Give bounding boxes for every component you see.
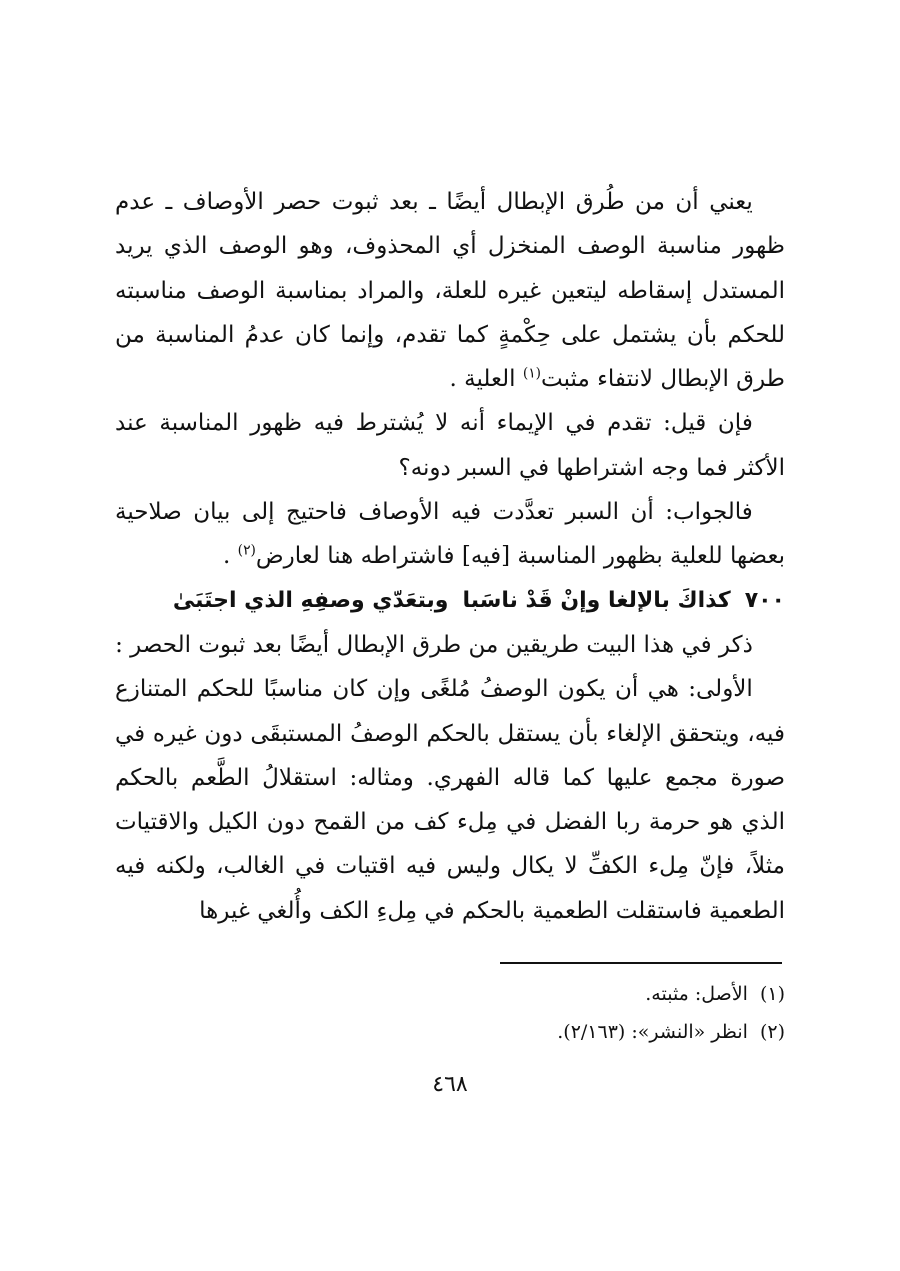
- paragraph-4: ذكر في هذا البيت طريقين من طرق الإبطال أيضًا بعد ثبوت الحصر :: [115, 631, 753, 658]
- footnote-number: (١): [759, 983, 785, 1005]
- footnote-divider: [500, 962, 782, 964]
- verse-line: [115, 579, 785, 623]
- footnote-number: (٢): [759, 1021, 785, 1043]
- footnote-1: [300, 975, 785, 1013]
- footnote-text: انظر «النشر»: (٢/١٦٣).: [557, 1021, 748, 1043]
- footnote-text: الأصل: مثبته.: [645, 983, 748, 1005]
- paragraph-5: الأولى: هي أن يكون الوصفُ مُلغًى وإن كان مناسبًا للحكم المتنازع فيه، ويتحقق الإلغاء بأن يستقل بالحكم الوصفُ المستبقَى دون غيره في صورة مجمع عليها كما قاله الفهري. ومثاله: استقلالُ الطَّعم بالحكم الذي هو حرمة ربا الفضل في مِلء كف من القمح دون الكيل والاقتيات مثلاً، فإنّ مِلء الكفِّ لا يكال وليس فيه اقتيات في الغالب، ولكنه فيه الطعمية فاستقلت الطعمية بالحكم في مِلءِ الكف وأُلغي غيرها: [115, 676, 785, 924]
- paragraph-1: يعني أن من طُرق الإبطال أيضًا ـ بعد ثبوت حصر الأوصاف ـ عدم ظهور مناسبة الوصف المنخزل أي المحذوف، وهو الوصف الذي يريد المستدل إسقاطه ليتعين غيره للعلة، والمراد بمناسبة الوصف مناسبته للحكم بأن يشتمل على حِكْمةٍ كما تقدم، وإنما كان عدمُ المناسبة من طرق الإبطال لانتفاء مثبت$^{(١)}$ العلية .: [115, 189, 785, 393]
- footnote-ref-2[interactable]: (٢): [237, 542, 256, 559]
- page-number: ٤٦٨: [432, 1072, 468, 1097]
- footnote-2: [300, 1013, 785, 1051]
- main-text: [115, 180, 785, 933]
- verse-number: ٧٠٠: [744, 587, 785, 613]
- footnote-ref-1[interactable]: (١): [522, 365, 542, 382]
- verse-hemistich-1: كذاكَ بالإلغا وإنْ قَدْ ناسَبا: [462, 587, 731, 613]
- verse-hemistich-2: وبتعَدّي وصفِهِ الذي اجتَبَىٰ: [172, 587, 449, 613]
- paragraph-2: فإن قيل: تقدم في الإيماء أنه لا يُشترط فيه ظهور المناسبة عند الأكثر فما وجه اشتراطها في السبر دونه؟: [115, 410, 785, 481]
- footnotes: [300, 975, 785, 1051]
- paragraph-3: فالجواب: أن السبر تعدَّدت فيه الأوصاف فاحتيج إلى بيان صلاحية بعضها للعلية بظهور المناسبة [فيه] فاشتراطه هنا لعارض$^{(٢)}$ .: [115, 499, 785, 570]
